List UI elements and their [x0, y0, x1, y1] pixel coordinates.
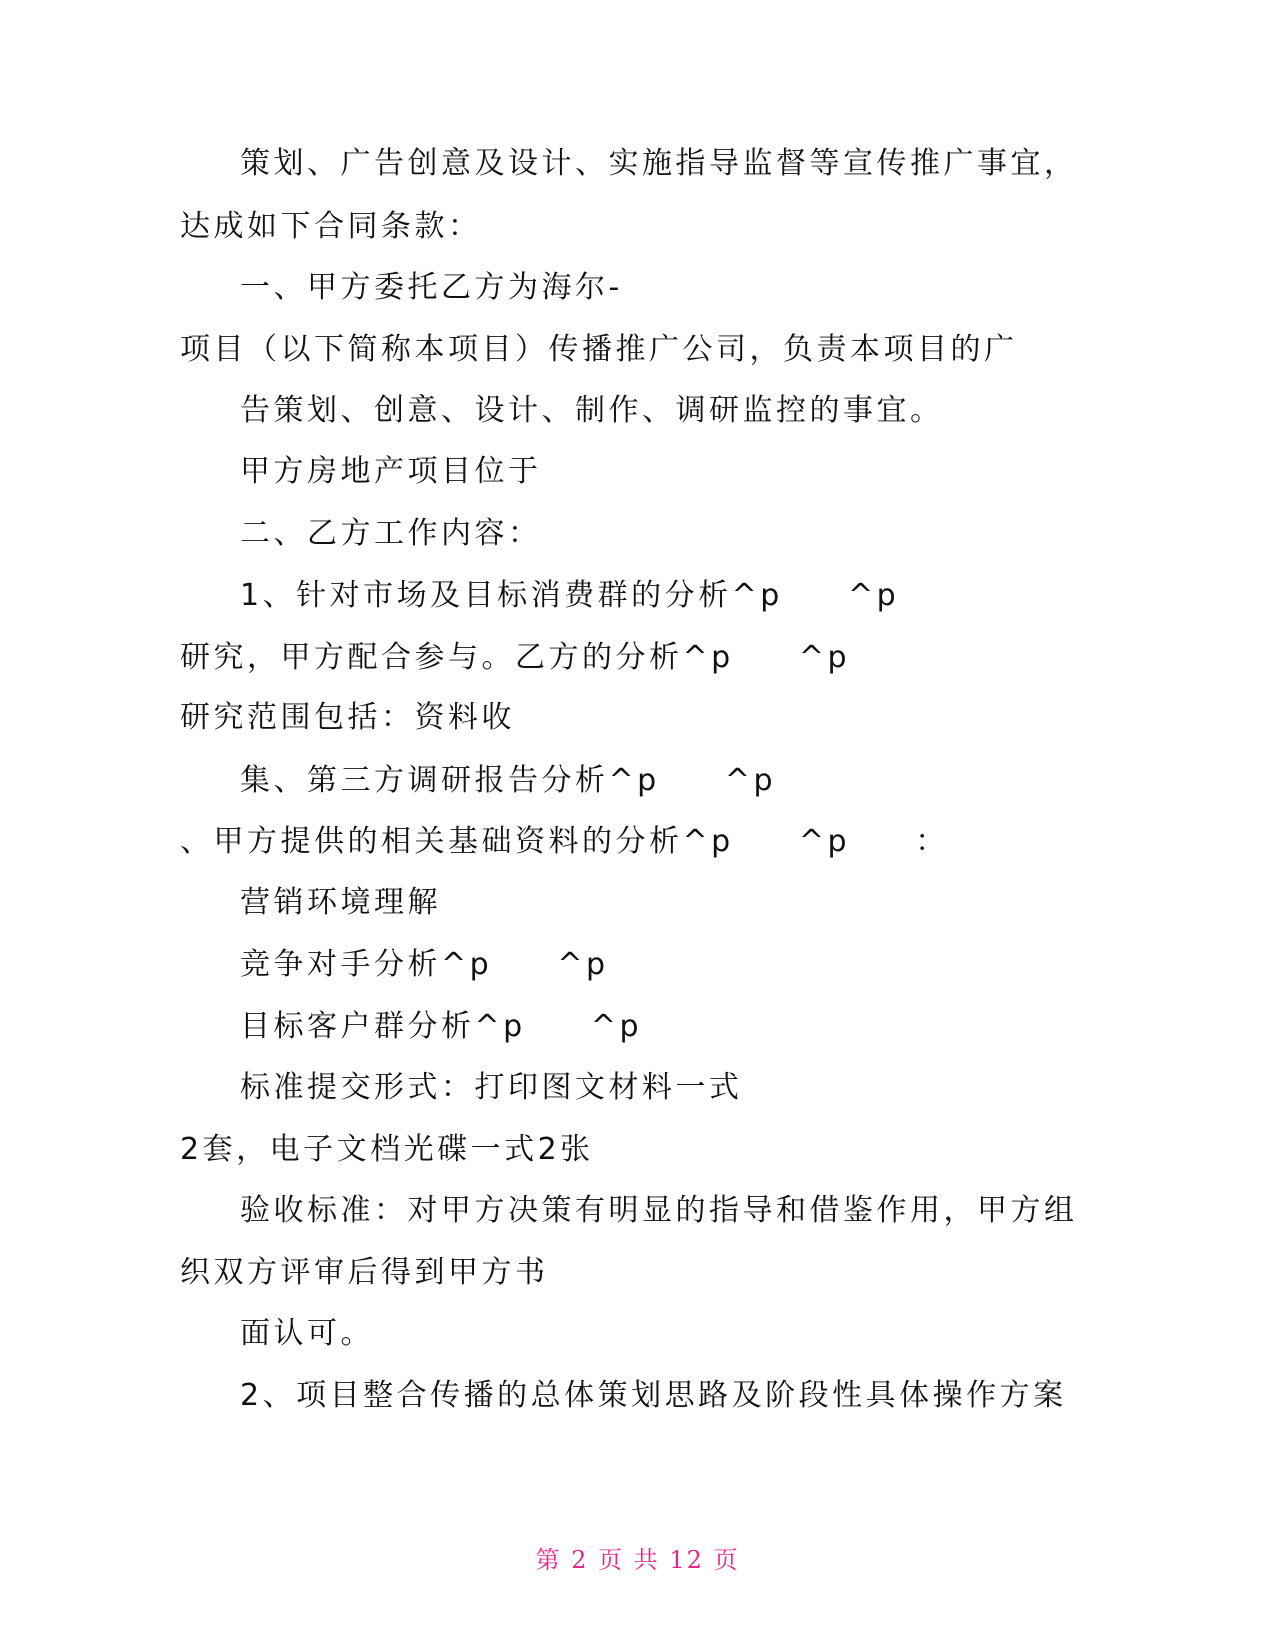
body-line-16: 标准提交形式：打印图文材料一式 — [240, 1070, 743, 1105]
body-line-7: 二、乙方工作内容： — [240, 516, 542, 551]
body-line-18: 验收标准：对甲方决策有明显的指导和借鉴作用，甲方组 — [240, 1193, 1078, 1228]
body-line-1: 策划、广告创意及设计、实施指导监督等宣传推广事宜， — [240, 146, 1078, 181]
body-line-20: 面认可。 — [240, 1316, 374, 1351]
body-line-8: 1、针对市场及目标消费群的分析^p ^p — [240, 578, 900, 613]
body-line-17: 2套，电子文档光碟一式2张 — [180, 1132, 594, 1167]
body-line-5: 告策划、创意、设计、制作、调研监控的事宜。 — [240, 393, 944, 428]
body-line-13: 营销环境理解 — [240, 885, 441, 920]
body-line-4: 项目（以下简称本项目）传播推广公司，负责本项目的广 — [180, 332, 1018, 367]
body-line-2: 达成如下合同条款： — [180, 209, 482, 244]
page-number-footer: 第 2 页 共 12 页 — [535, 1546, 740, 1574]
body-line-21: 2、项目整合传播的总体策划思路及阶段性具体操作方案 — [240, 1378, 1067, 1413]
body-line-15: 目标客户群分析^p ^p — [240, 1009, 643, 1044]
body-line-10: 研究范围包括：资料收 — [180, 700, 515, 735]
body-line-14: 竞争对手分析^p ^p — [240, 947, 609, 982]
body-line-19: 织双方评审后得到甲方书 — [180, 1255, 549, 1290]
body-line-12: 、甲方提供的相关基础资料的分析^p ^p ： — [180, 824, 949, 859]
body-line-3: 一、甲方委托乙方为海尔- — [240, 270, 623, 305]
body-line-6: 甲方房地产项目位于 — [240, 454, 542, 489]
body-line-9: 研究，甲方配合参与。乙方的分析^p ^p — [180, 640, 851, 675]
body-line-11: 集、第三方调研报告分析^p ^p — [240, 763, 777, 798]
